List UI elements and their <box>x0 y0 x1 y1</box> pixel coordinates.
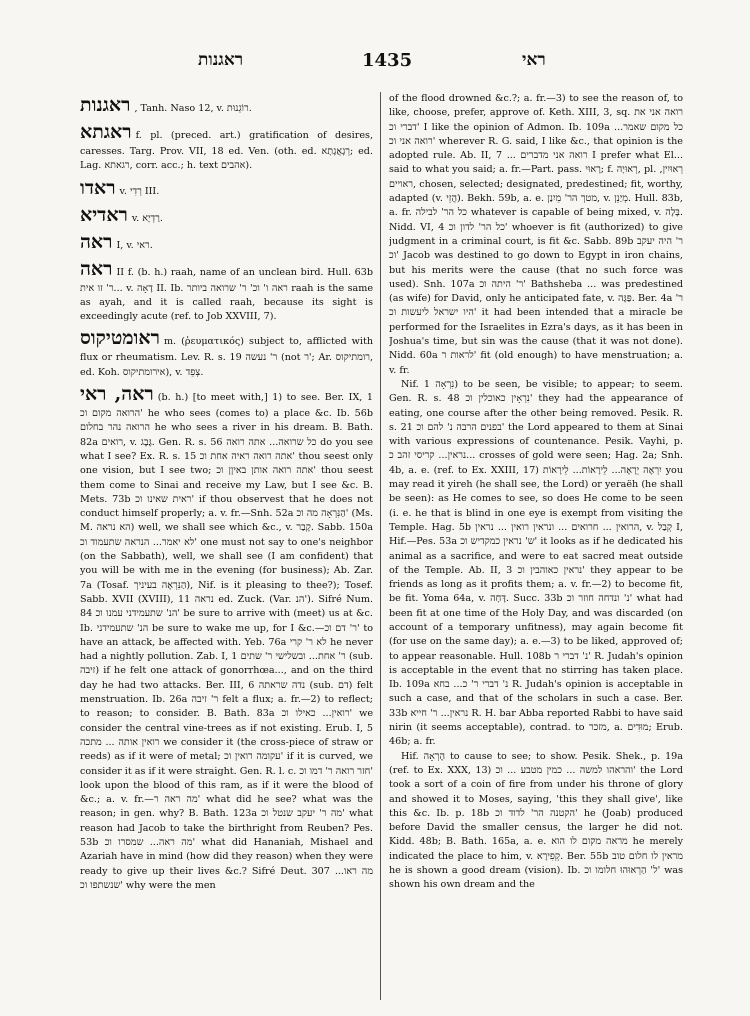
continued-paragraph: of the flood drowned &c.?; a. fr.—3) to see the reason of, to like, choose, prefer, approve of. Keth. XIII, 3, sq. רואה אני את דברי וכ' I like the opinion of Admon. Ib. 109a כל מקום שאמר... רואה אני וכ' wherever R. G. said, I like &c., that opinion is the adopted rule. Ab. II, 7 ... רואה אני מדברים I prefer what El... said to what you said; a. fr.—Part. pass. רָאוּי; f. רְאוּיָה, pl. רְאוּיִין, ראויים, chosen, selected; designated, predestined; fit, worthy, adapted (v. הֲזֵי). Bekh. 59b, a. e. מטך הר' מֵיִנַן, v. מְיַנֵן. Hull. 83b, a. fr. כל הר' לבילה whatever is capable of being mixed, v. בָּלָה. Nidd. VI, 4 כל הר' לדון וכ' whoever is fit (authorized) to give judgment in a criminal court, is fit &c. Sabb. 89b ר' היה יעקב וכ' Jacob was destined to go down to Egypt in iron chains, but his merits were the cause (that no such force was used). Snh. 107a ר' היתה וכ' Bathsheba ... was predestined (as wife) for David, only he anticipated fate, v. פַּגָּה. Ber. 4a ר' היו ישראל ליעשות וכ' it had been intended that a miracle be performed for the Israelites in Ezra's days, as it has been in Joshua's time, but sin was the cause (that it was not done). Nidd. 60a לראות ר' fit (old enough) to have menstruation; a. v. fr. <box>389 93 683 376</box>
entry-definition: , Tanh. Naso 12, v. רוֹגְנוּת. <box>134 103 252 114</box>
left-column <box>80 92 373 1002</box>
entry-definition: I, v. ראי. <box>116 239 153 251</box>
right-column <box>389 92 683 1002</box>
column-divider <box>380 92 381 1000</box>
entry-headword: ראגנות <box>80 94 131 116</box>
entry-headword: ראה <box>80 230 113 253</box>
dictionary-entry <box>80 325 373 380</box>
entry-headword: ראגתא <box>80 121 132 143</box>
entry-headword: ראה, ראי <box>80 383 154 406</box>
dictionary-entry <box>80 175 373 201</box>
header-left-guideword: ראגנות <box>198 50 244 70</box>
dictionary-entry <box>80 119 373 174</box>
dictionary-entry <box>80 229 373 255</box>
entry-definition: II f. (b. h.) raah, name of an unclean bird. Hull. 63b ר' זו אית... v. דָאָה II. Ib. ראה ו' וכ' ר' שרואה ביותר raah is the same as ayah, and it is called raah, because its sight is exceedingly acute (ref. to Job XXVIII, 7). <box>80 266 373 323</box>
dictionary-entry <box>80 202 373 228</box>
entry-headword: ראומטיקוס <box>80 327 160 350</box>
dictionary-entry <box>80 256 373 325</box>
nif-paragraph: Nif. נִרְאָה 1) to be seen, be visible; to appear; to seem. Gen. R. s. 48 נִרְאָין כאוכלין וכ' they had the appearance of eating, one course after the other being removed. Pesik. R. s. 21 בפנים הרבה נ' להם וכ' the Lord appeared to them at Sinai with various expressions of countenance. Pesik. Vayhi, p. נראין... קריסי זהב כ... crosses of gold were seen; Hag. 2a; Snh. 4b, a. e. (ref. to Ex. XXIII, 17) יִרְאֶה יֵרָאֶה... לֵירָאוֹת... לֵירָאוֹת you may read it yireh (he shall see, the Lord) or yeraëh (he shall be seen): as He comes to see, so does He come to be seen (i. e. he that is blind in one eye is exempt from visiting the Temple. Hag. 5b הרואין ... חרואים ... ונראין רואין ... נראין, v. קְבַל I, Hif.—Pes. 53a ש' נראין כמקדיש וכ' it looks as if he dedicated his animal as a sacrifice, and were to eat sacred meat outside of the Temple. Ab. II, 3 נראין כאוהבין וכ' they appear to be friends as long as it profits them; a. v. fr.—2) to become fit, be fit. Yoma 64a, v. דָּחָה. Succ. 33b נ' ונדחה חוזר וכ' what had been fit at one time of the Holy Day, and was discarded (on account of a temporary unfitness), may again become fit (for use on the same day); a. e.—3) to be liked, approved of; to appear reasonable. Hull. 108b נ' דברי ר' R. Judah's opinion is acceptable in the event that no stirring has taken place. Ib. 109a נ' דברי ר' כ... בחא R. Judah's opinion is acceptable in such a case, and that of the scholars in such a case. Ber. 33b נראין... ר' חייא R. H. bar Abba reported Rabbi to have said nirin (it seems acceptable), contrad. to מזכר, a. מוּדִים; Erub. 46b; a. fr. <box>389 378 683 748</box>
entry-definition: (b. h.) [to meet with,] 1) to see. Ber. IX, 1 הרואה מקום וכ' he who sees (comes to) a place &c. Ib. 56b הרואה נהר בחלום he who sees a river in his dream. B. Bath. 82a רואים, v. גֶּבֶג. Gen. R. s. 56 כל שרואה... אתה רואה do you see what I see? Ex. R. s. 15 אתה רואה ראיה אחת וכ' thou seest only one vision, but I see two; אתה רואה אותן באיןן וכ' thou seest them come to Sinai and receive my Law, but I see &c. B. Mets. 73b ראית שאינו וכ' if thou observest that he does not conduct himself properly; a. v. fr.—Snh. 52a הַנִּרְאָה מה וכ' (Ms. M. הא נראה) well, we shall see which &c., v. קָבַר. Sabb. 150a לא יאמר... הנראה שתעמוד וכ' one must not say to one's neighbor (on the Sabbath), well, we shall see (I am confident) that you will be with me in the evening (for business); Ab. Zar. 7a (Tosaf. הַנִּרְאֶה בעיניך), Nif. is it pleasing to thee?); Tosef. Sabb. XVII (XVIII), 11 נראה ed. Zuck. (Var. הנ'). Sifré Num. 84 הנ' שתעמידני עמנו וכ' be sure to arrive with (meet) us at &c. Ib. הנ' שתעמידני be sure to wake me up, for I &c.—ר' דם וכ' to have an attack, be affected with. Yeb. 76a לא ר' קרי he never had a nightly pollution. Zab. I, 1 ר' אחת... ובשלישי ר' שתים (sub. זיבה) if he felt one attack of gonorrhœa..., and on the third day he had two attacks. Ber. III, 6 נדה שראתה (sub. דם) felt menstruation. Ib. 26a ר' זיבה felt a flux; a. fr.—2) to reflect; to reason; to consider. B. Bath. 83a רואין... כאילו וכ' we consider the central vine-trees as if not existing. Erub. I, 5 רואין אותה ... מתכה we consider it (the cross-piece of straw or reeds) as if it were of metal; עקומה רואין וכ' if it is curved, we consider it as if it were straight. Gen. R. l. c. חזר רואה ר' דמו וכ' look upon the blood of this ram, as if it were the blood of &c.; a. v. fr.—מה ראה ר' what did he see? what was the reason; in gen. why? B. Bath. 123a מה ר' יעקב שנטל וכ' what reason had Jacob to take the birthright from Reuben? Pes. 53b מה ראה... שמסרו וכ' what did Hananiah, Mishael and Azariah have in mind (how did they reason) when they were ready to give up their lives &c.? Sifré Deut. 307 מה ראו... שנשתפו וכ' why were the men <box>80 392 373 891</box>
hif-paragraph: Hif. הֶרְאָה to cause to see; to show. Pesik. Shek., p. 19a (ref. to Ex. XXX, 13) והראהו למשה ... כמין מטבע ... וכ' the Lord took a sort of a coin of fire from under his throne of glory and showed it to Moses, saying, 'this they shall give', like this &c. Ib. p. 18b הקטנה הר' לדוד וכ' he (Joab) produced before David the smaller census, the larger he did not. Kidd. 48b; B. Bath. 165a, a. e. מראה מקום לו הוא he merely indicated the place to him, v. קְפִירָא. Ber. 55b מראין לו חלום טוב he is shown a good dream (vision). Ib. ל' הַרְאוּהוּ חלומו וכ' was shown his own dream and the <box>389 750 683 891</box>
entry-definition: v. רַדְיָא. <box>131 212 163 224</box>
running-header <box>70 50 710 76</box>
dictionary-entry <box>80 92 373 118</box>
page-number: 1435 <box>362 50 413 71</box>
entry-headword: ראה <box>80 257 113 280</box>
entry-definition: f. pl. (preced. art.) gratification of desires, caresses. Targ. Prov. VII, 18 ed. Ven. (oth. ed. רְגָאֲגָתָא; ed. Lag. רגאתא, corr. acc.; h. text אהבים). <box>80 130 373 172</box>
header-right-guideword: ראי <box>522 50 546 70</box>
entry-headword: ראדו <box>80 176 116 199</box>
entry-definition: v. רְדִי III. <box>119 185 160 197</box>
dictionary-entry <box>80 381 373 893</box>
entry-headword: ראדיא <box>80 203 128 226</box>
entry-definition: m. (ῥευματικός) subject to, afflicted with flux or rheumatism. Lev. R. s. 19 ר' נעשה (not ר'; Ar. רומתיקוס, ed. Koh. אירומתיקוס), v. צְפֵד. <box>80 336 373 378</box>
